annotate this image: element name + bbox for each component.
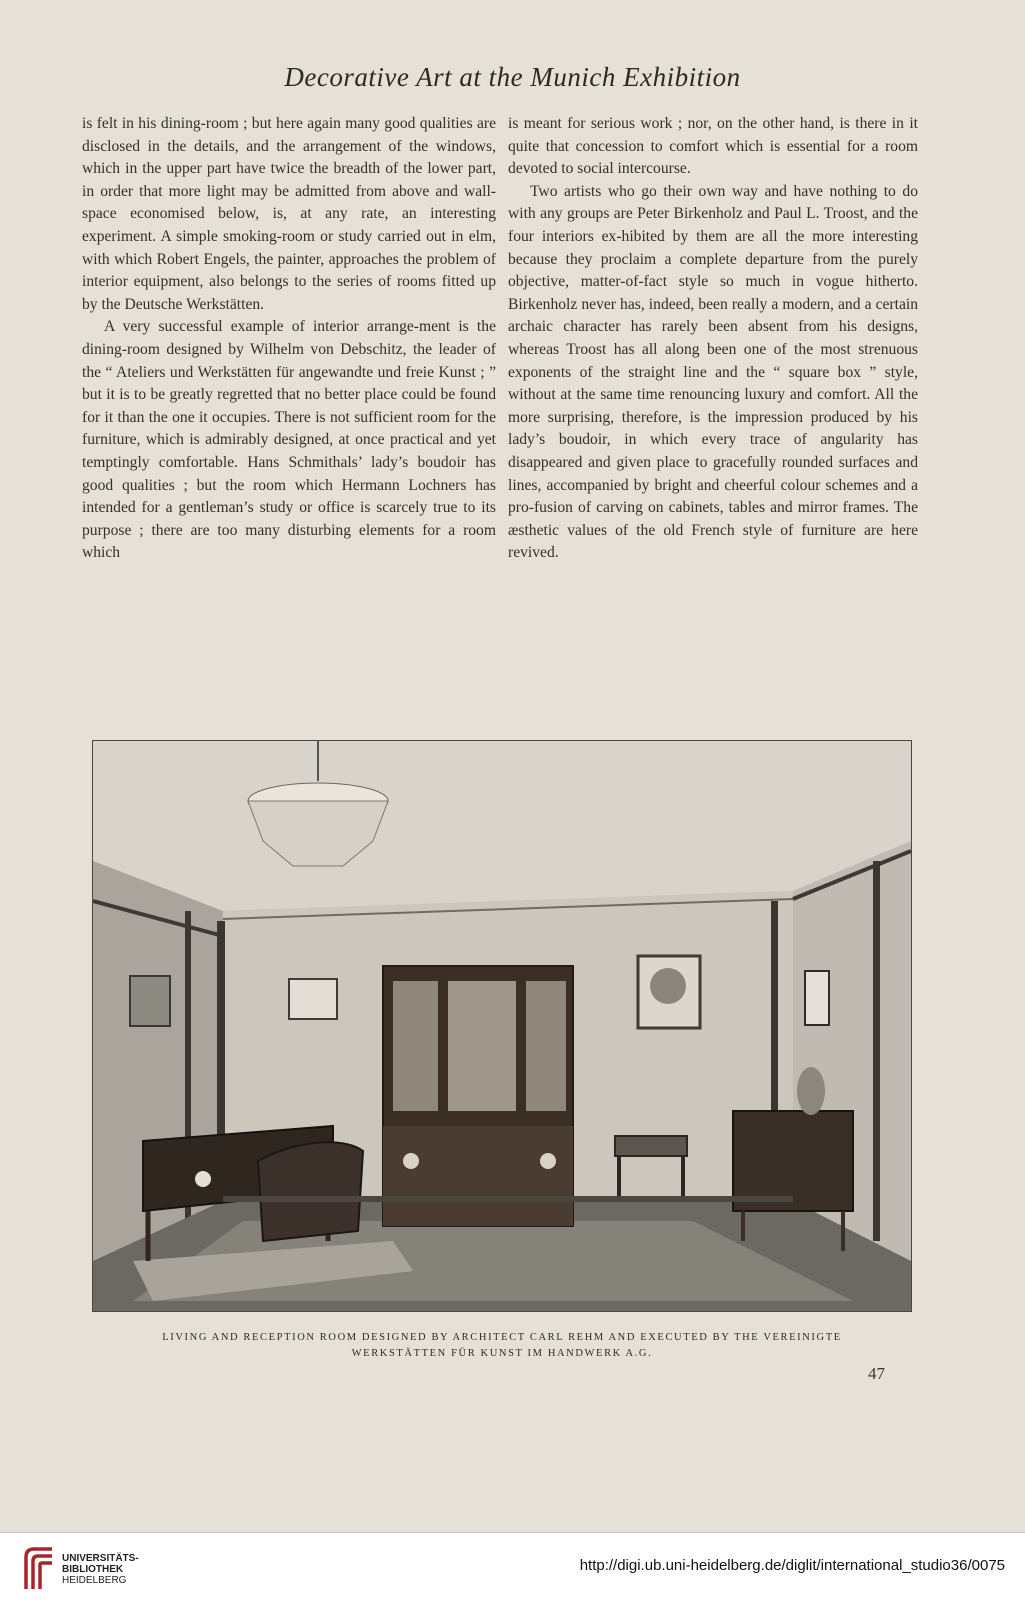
paragraph: is meant for serious work ; nor, on the other hand, is there in it quite that concession to comfort which is essential for a room devoted to social intercourse.	[508, 115, 918, 178]
library-name-line: UNIVERSITÄTS-	[62, 1553, 139, 1564]
viewer-footer	[0, 1532, 1025, 1606]
permalink-url[interactable]: http://digi.ub.uni-heidelberg.de/diglit/international_studio36/0075	[579, 1557, 1005, 1574]
photo-caption	[82, 1330, 922, 1362]
room-photograph	[92, 740, 912, 1312]
library-name-line: HEIDELBERG	[62, 1575, 127, 1586]
caption-line: WERKSTÄTTEN FÜR KUNST IM HANDWERK A.G.	[351, 1348, 653, 1359]
library-logo-icon	[22, 1547, 56, 1591]
paragraph: is felt in his dining-room ; but here again many good qualities are disclosed in the details, and the arrangement of the windows, which in the upper part have twice the breadth of the lower part, in order that more light may be admitted from above and wall-space economised below, is, at any rate, an interesting experiment. A simple smoking-room or study carried out in elm, with which Robert Engels, the painter, approaches the problem of interior equipment, also belongs to the series of rooms fitted up by the Deutsche Werkstätten.	[82, 115, 496, 313]
right-text-column	[508, 113, 918, 565]
paragraph: Two artists who go their own way and have nothing to do with any groups are Peter Birkenholz and Paul L. Troost, and the four interiors ex-hibited by them are all the more interesting because they proclaim a complete departure from the purely objective, matter-of-fact style so much in vogue hitherto. Birkenholz never has, indeed, been really a modern, and a certain archaic character has rarely been absent from his designs, whereas Troost has all along been one of the most strenuous exponents of the straight line and the “ square box ” style, without at the same time renouncing luxury and comfort. All the more surprising, therefore, is the impression produced by his lady’s boudoir, in which every trace of angularity has disappeared and given place to gracefully rounded surfaces and lines, accompanied by bright and cheerful colour schemes and a pro-fusion of carving on cabinets, tables and mirror frames. The æsthetic values of the old French style of furniture are here revived.	[508, 182, 918, 562]
library-name	[62, 1553, 139, 1586]
room-illustration	[93, 741, 911, 1311]
left-text-column	[82, 113, 496, 565]
caption-line: LIVING AND RECEPTION ROOM DESIGNED BY ARCHITECT CARL REHM AND EXECUTED BY THE VEREINIGTE	[162, 1332, 842, 1343]
running-head: Decorative Art at the Munich Exhibition	[284, 62, 741, 92]
library-name-line: BIBLIOTHEK	[62, 1564, 124, 1575]
page-number: 47	[868, 1364, 885, 1383]
paragraph: A very successful example of interior arrange-ment is the dining-room designed by Wilhelm von Debschitz, the leader of the “ Ateliers und Werkstätten für angewandte und freie Kunst ; ” but it is to be greatly regretted that no better place could be found for it than the one it occupies. There is not sufficient room for the furniture, which is admirably designed, at once practical and yet temptingly comfortable. Hans Schmithals’ lady’s boudoir has good qualities ; but the room which Hermann Lochners has intended for a gentleman’s study or office is scarcely true to its purpose ; there are too many disturbing elements for a room which	[82, 318, 496, 562]
